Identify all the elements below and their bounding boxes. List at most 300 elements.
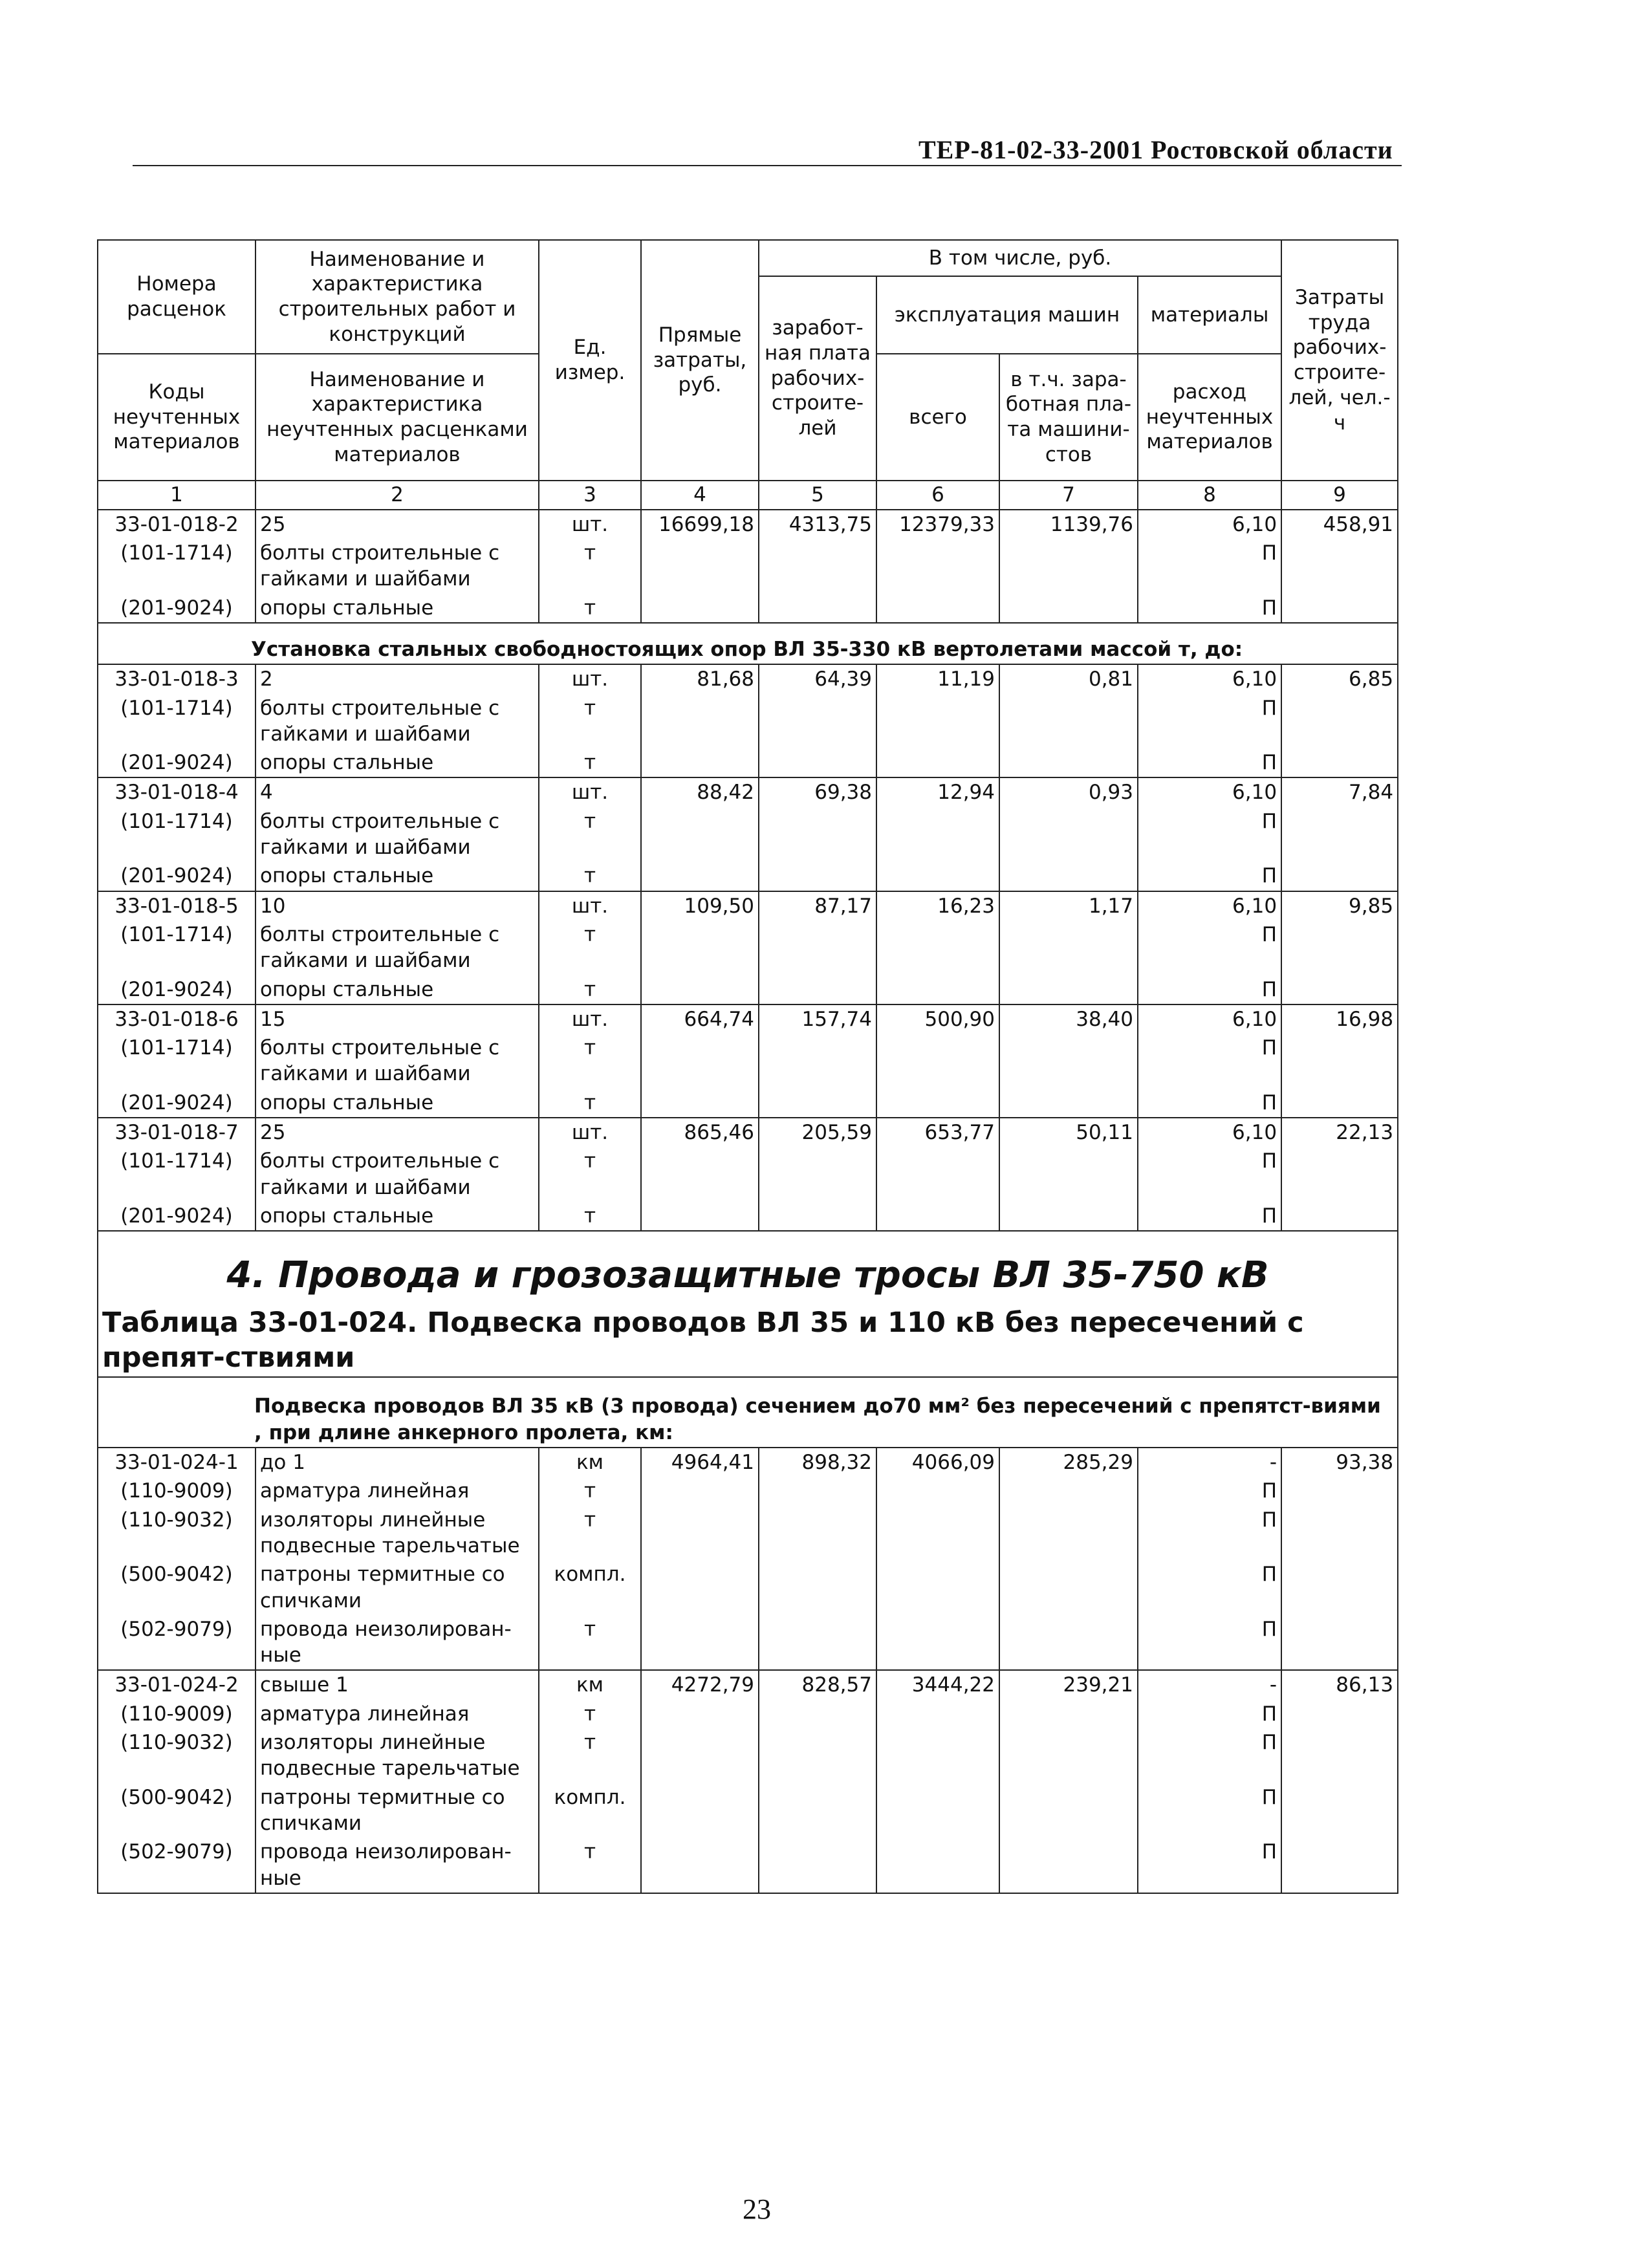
page-number: 23 <box>743 2193 771 2225</box>
row-wage <box>759 1615 876 1671</box>
rate-row <box>98 1004 1398 1034</box>
column-number: 1 <box>98 481 255 510</box>
row-machines-total <box>876 1728 999 1783</box>
material-row <box>98 1728 1398 1783</box>
material-row <box>98 1783 1398 1838</box>
row-labor-costs <box>1281 1202 1398 1231</box>
row-machinist-wage <box>999 1560 1138 1615</box>
row-direct-costs: 88,42 <box>641 777 759 807</box>
row-wage <box>759 807 876 862</box>
header-labor-costs: Затраты труда рабочих-строите-лей, чел.-ч <box>1281 240 1398 481</box>
row-code: (201-9024) <box>98 975 255 1004</box>
row-labor-costs <box>1281 1506 1398 1561</box>
row-direct-costs <box>641 1147 759 1202</box>
row-unit: т <box>539 1477 641 1505</box>
row-labor-costs <box>1281 1783 1398 1838</box>
row-name: провода неизолирован-ные <box>255 1838 539 1893</box>
row-wage <box>759 920 876 975</box>
row-wage <box>759 594 876 623</box>
row-code: 33-01-018-4 <box>98 777 255 807</box>
section-title-row <box>98 1231 1398 1377</box>
row-wage <box>759 748 876 777</box>
row-direct-costs <box>641 539 759 594</box>
row-unit: т <box>539 1700 641 1728</box>
row-direct-costs <box>641 975 759 1004</box>
row-direct-costs <box>641 1728 759 1783</box>
row-direct-costs <box>641 1838 759 1893</box>
header-codes: Номера расценок <box>98 240 255 354</box>
row-direct-costs <box>641 1034 759 1089</box>
rate-row <box>98 891 1398 920</box>
material-row <box>98 1506 1398 1561</box>
row-wage <box>759 539 876 594</box>
header-machines: эксплуатация машин <box>876 276 1138 354</box>
row-machinist-wage <box>999 975 1138 1004</box>
row-machines-total: 12,94 <box>876 777 999 807</box>
row-code: (101-1714) <box>98 920 255 975</box>
row-name: болты строительные с гайками и шайбами <box>255 694 539 749</box>
row-material-usage: П <box>1138 1147 1281 1202</box>
row-machinist-wage <box>999 1477 1138 1505</box>
row-labor-costs <box>1281 1560 1398 1615</box>
row-labor-costs <box>1281 1615 1398 1671</box>
rate-row <box>98 664 1398 693</box>
row-wage <box>759 862 876 891</box>
row-direct-costs: 4272,79 <box>641 1670 759 1699</box>
row-material-usage: П <box>1138 1700 1281 1728</box>
row-labor-costs <box>1281 807 1398 862</box>
row-material-usage: П <box>1138 920 1281 975</box>
row-direct-costs <box>641 1615 759 1671</box>
row-name: болты строительные с гайками и шайбами <box>255 539 539 594</box>
row-direct-costs: 4964,41 <box>641 1448 759 1477</box>
row-code: 33-01-018-5 <box>98 891 255 920</box>
header-direct-costs: Прямые затраты, руб. <box>641 240 759 481</box>
row-wage: 64,39 <box>759 664 876 693</box>
column-number: 2 <box>255 481 539 510</box>
row-material-usage: - <box>1138 1670 1281 1699</box>
row-code: (101-1714) <box>98 694 255 749</box>
header-machines-total: всего <box>876 354 999 481</box>
rate-row <box>98 1670 1398 1699</box>
row-machinist-wage <box>999 1202 1138 1231</box>
row-machinist-wage <box>999 1506 1138 1561</box>
row-code: (500-9042) <box>98 1560 255 1615</box>
row-labor-costs <box>1281 694 1398 749</box>
material-row <box>98 594 1398 623</box>
row-labor-costs: 22,13 <box>1281 1118 1398 1147</box>
rate-row <box>98 1118 1398 1147</box>
header-work-name: Наименование и характеристика строительных работ и конструкций <box>255 240 539 354</box>
row-machines-total: 3444,22 <box>876 1670 999 1699</box>
row-machines-total <box>876 1089 999 1118</box>
row-unit: т <box>539 807 641 862</box>
row-direct-costs <box>641 1700 759 1728</box>
row-name: опоры стальные <box>255 748 539 777</box>
material-row <box>98 1147 1398 1202</box>
row-material-usage: П <box>1138 975 1281 1004</box>
header-material-name: Наименование и характеристика неучтенных расценками материалов <box>255 354 539 481</box>
row-wage <box>759 1034 876 1089</box>
row-direct-costs <box>641 694 759 749</box>
row-machinist-wage: 0,93 <box>999 777 1138 807</box>
row-unit: т <box>539 748 641 777</box>
row-material-usage: П <box>1138 1089 1281 1118</box>
row-unit: т <box>539 1838 641 1893</box>
row-wage <box>759 1700 876 1728</box>
row-machines-total <box>876 1838 999 1893</box>
row-wage <box>759 1506 876 1561</box>
row-unit: т <box>539 694 641 749</box>
row-name: арматура линейная <box>255 1700 539 1728</box>
group-title: Установка стальных свободностоящих опор ВЛ 35-330 кВ вертолетами массой т, до: <box>251 637 1243 661</box>
row-machinist-wage: 1139,76 <box>999 510 1138 539</box>
row-wage <box>759 1147 876 1202</box>
row-labor-costs <box>1281 1089 1398 1118</box>
row-name: 25 <box>255 1118 539 1147</box>
row-machines-total: 500,90 <box>876 1004 999 1034</box>
row-material-usage: П <box>1138 539 1281 594</box>
row-machines-total: 4066,09 <box>876 1448 999 1477</box>
row-wage <box>759 694 876 749</box>
row-labor-costs: 6,85 <box>1281 664 1398 693</box>
row-wage: 828,57 <box>759 1670 876 1699</box>
column-number: 3 <box>539 481 641 510</box>
row-machines-total <box>876 1034 999 1089</box>
row-material-usage: - <box>1138 1448 1281 1477</box>
row-code: (101-1714) <box>98 1034 255 1089</box>
row-code: (101-1714) <box>98 1147 255 1202</box>
column-number: 4 <box>641 481 759 510</box>
row-machines-total <box>876 539 999 594</box>
row-machines-total <box>876 594 999 623</box>
row-name: патроны термитные со спичками <box>255 1560 539 1615</box>
row-machinist-wage: 285,29 <box>999 1448 1138 1477</box>
material-row <box>98 539 1398 594</box>
row-unit: км <box>539 1448 641 1477</box>
row-labor-costs <box>1281 920 1398 975</box>
row-unit: шт. <box>539 510 641 539</box>
group-title-row <box>98 623 1398 664</box>
row-code: (101-1714) <box>98 539 255 594</box>
row-machines-total <box>876 1615 999 1671</box>
row-code: (500-9042) <box>98 1783 255 1838</box>
row-machinist-wage <box>999 1838 1138 1893</box>
row-material-usage: П <box>1138 594 1281 623</box>
row-unit: шт. <box>539 1004 641 1034</box>
row-direct-costs <box>641 594 759 623</box>
row-name: болты строительные с гайками и шайбами <box>255 807 539 862</box>
material-row <box>98 975 1398 1004</box>
row-material-usage: П <box>1138 1477 1281 1505</box>
row-unit: т <box>539 594 641 623</box>
row-machinist-wage <box>999 748 1138 777</box>
row-name: изоляторы линейные подвесные тарельчатые <box>255 1506 539 1561</box>
row-material-usage: 6,10 <box>1138 664 1281 693</box>
row-unit: т <box>539 1147 641 1202</box>
row-code: (201-9024) <box>98 862 255 891</box>
row-name: опоры стальные <box>255 594 539 623</box>
row-name: изоляторы линейные подвесные тарельчатые <box>255 1728 539 1783</box>
material-row <box>98 1560 1398 1615</box>
price-table <box>97 239 1398 1894</box>
row-material-usage: П <box>1138 807 1281 862</box>
row-labor-costs <box>1281 539 1398 594</box>
row-labor-costs <box>1281 1034 1398 1089</box>
row-wage: 87,17 <box>759 891 876 920</box>
row-code: (110-9009) <box>98 1477 255 1505</box>
row-material-usage: 6,10 <box>1138 510 1281 539</box>
row-direct-costs <box>641 1783 759 1838</box>
row-unit: шт. <box>539 664 641 693</box>
row-labor-costs <box>1281 1147 1398 1202</box>
material-row <box>98 1477 1398 1505</box>
row-machines-total <box>876 1202 999 1231</box>
column-number: 7 <box>999 481 1138 510</box>
row-machinist-wage <box>999 807 1138 862</box>
row-unit: т <box>539 1506 641 1561</box>
row-unit: шт. <box>539 1118 641 1147</box>
row-material-usage: П <box>1138 694 1281 749</box>
row-code: 33-01-018-7 <box>98 1118 255 1147</box>
row-machinist-wage: 1,17 <box>999 891 1138 920</box>
row-wage: 157,74 <box>759 1004 876 1034</box>
row-name: свыше 1 <box>255 1670 539 1699</box>
material-row <box>98 862 1398 891</box>
row-machines-total <box>876 1147 999 1202</box>
row-unit: компл. <box>539 1560 641 1615</box>
row-machines-total <box>876 920 999 975</box>
row-material-usage: П <box>1138 1783 1281 1838</box>
row-labor-costs <box>1281 748 1398 777</box>
row-name: болты строительные с гайками и шайбами <box>255 1034 539 1089</box>
header-material-codes: Коды неучтенных материалов <box>98 354 255 481</box>
row-code: 33-01-024-1 <box>98 1448 255 1477</box>
row-labor-costs: 458,91 <box>1281 510 1398 539</box>
row-machines-total: 16,23 <box>876 891 999 920</box>
row-machinist-wage <box>999 862 1138 891</box>
row-machines-total: 653,77 <box>876 1118 999 1147</box>
row-direct-costs <box>641 862 759 891</box>
row-machines-total <box>876 862 999 891</box>
row-labor-costs: 93,38 <box>1281 1448 1398 1477</box>
row-unit: т <box>539 1202 641 1231</box>
row-code: 33-01-018-6 <box>98 1004 255 1034</box>
row-name: опоры стальные <box>255 975 539 1004</box>
row-material-usage: П <box>1138 1202 1281 1231</box>
row-labor-costs: 16,98 <box>1281 1004 1398 1034</box>
column-number: 5 <box>759 481 876 510</box>
row-machines-total <box>876 1560 999 1615</box>
row-unit: шт. <box>539 777 641 807</box>
row-material-usage: 6,10 <box>1138 1004 1281 1034</box>
row-machinist-wage: 239,21 <box>999 1670 1138 1699</box>
group-title-row <box>98 1377 1398 1448</box>
row-direct-costs <box>641 1089 759 1118</box>
row-machinist-wage <box>999 1783 1138 1838</box>
row-labor-costs <box>1281 1700 1398 1728</box>
material-row <box>98 1034 1398 1089</box>
row-material-usage: П <box>1138 1560 1281 1615</box>
row-unit: т <box>539 539 641 594</box>
row-unit: км <box>539 1670 641 1699</box>
material-row <box>98 694 1398 749</box>
row-material-usage: П <box>1138 748 1281 777</box>
row-machinist-wage <box>999 1700 1138 1728</box>
row-material-usage: П <box>1138 1615 1281 1671</box>
header-material-usage: расход неучтенных материалов <box>1138 354 1281 481</box>
row-machinist-wage: 0,81 <box>999 664 1138 693</box>
row-machinist-wage <box>999 1034 1138 1089</box>
row-name: 4 <box>255 777 539 807</box>
row-direct-costs: 664,74 <box>641 1004 759 1034</box>
row-direct-costs <box>641 1477 759 1505</box>
header-wage: заработ-ная плата рабочих-строите-лей <box>759 276 876 481</box>
row-material-usage: 6,10 <box>1138 891 1281 920</box>
header-rule <box>133 165 1402 166</box>
row-wage <box>759 1560 876 1615</box>
header-including: В том числе, руб. <box>759 240 1281 276</box>
row-code: (110-9032) <box>98 1728 255 1783</box>
row-labor-costs: 86,13 <box>1281 1670 1398 1699</box>
row-machines-total: 12379,33 <box>876 510 999 539</box>
row-labor-costs <box>1281 1838 1398 1893</box>
material-row <box>98 1838 1398 1893</box>
row-wage <box>759 1838 876 1893</box>
row-unit: т <box>539 920 641 975</box>
row-wage <box>759 1783 876 1838</box>
row-unit: т <box>539 1089 641 1118</box>
header-materials: материалы <box>1138 276 1281 354</box>
row-machinist-wage <box>999 594 1138 623</box>
material-row <box>98 1202 1398 1231</box>
row-machines-total <box>876 1783 999 1838</box>
row-name: болты строительные с гайками и шайбами <box>255 1147 539 1202</box>
table-title: Таблица 33-01-024. Подвеска проводов ВЛ 35 и 110 кВ без пересечений с препят-ствиями <box>102 1306 1304 1374</box>
row-wage <box>759 1089 876 1118</box>
row-material-usage: П <box>1138 1838 1281 1893</box>
material-row <box>98 920 1398 975</box>
material-row <box>98 1089 1398 1118</box>
row-machinist-wage <box>999 1089 1138 1118</box>
row-machinist-wage <box>999 1615 1138 1671</box>
row-code: (201-9024) <box>98 1089 255 1118</box>
row-code: (110-9032) <box>98 1506 255 1561</box>
section-title: 4. Провода и грозозащитные тросы ВЛ 35-750 кВ <box>226 1254 1269 1297</box>
header-machinist-wage: в т.ч. зара-ботная пла-та машини-стов <box>999 354 1138 481</box>
row-direct-costs <box>641 1560 759 1615</box>
row-wage: 898,32 <box>759 1448 876 1477</box>
row-machinist-wage <box>999 1147 1138 1202</box>
row-code: (201-9024) <box>98 748 255 777</box>
row-name: патроны термитные со спичками <box>255 1783 539 1838</box>
row-machinist-wage: 38,40 <box>999 1004 1138 1034</box>
material-row <box>98 1615 1398 1671</box>
row-material-usage: П <box>1138 1506 1281 1561</box>
row-name: 10 <box>255 891 539 920</box>
row-direct-costs: 865,46 <box>641 1118 759 1147</box>
column-number: 6 <box>876 481 999 510</box>
row-machinist-wage <box>999 920 1138 975</box>
row-unit: компл. <box>539 1783 641 1838</box>
row-machines-total <box>876 1700 999 1728</box>
row-wage: 69,38 <box>759 777 876 807</box>
rate-row <box>98 1448 1398 1477</box>
row-name: 25 <box>255 510 539 539</box>
row-name: болты строительные с гайками и шайбами <box>255 920 539 975</box>
row-code: 33-01-018-2 <box>98 510 255 539</box>
material-row <box>98 748 1398 777</box>
row-direct-costs: 81,68 <box>641 664 759 693</box>
row-direct-costs: 109,50 <box>641 891 759 920</box>
row-direct-costs: 16699,18 <box>641 510 759 539</box>
row-machines-total <box>876 807 999 862</box>
row-code: (110-9009) <box>98 1700 255 1728</box>
material-row <box>98 1700 1398 1728</box>
row-machines-total <box>876 975 999 1004</box>
row-machinist-wage <box>999 1728 1138 1783</box>
row-machinist-wage <box>999 694 1138 749</box>
row-wage <box>759 1728 876 1783</box>
row-machines-total <box>876 1477 999 1505</box>
row-code: (201-9024) <box>98 1202 255 1231</box>
row-code: (502-9079) <box>98 1615 255 1671</box>
row-wage <box>759 975 876 1004</box>
document-header-title: ТЕР-81-02-33-2001 Ростовской области <box>918 135 1393 164</box>
row-name: опоры стальные <box>255 1202 539 1231</box>
row-name: провода неизолирован-ные <box>255 1615 539 1671</box>
row-labor-costs <box>1281 975 1398 1004</box>
row-labor-costs: 7,84 <box>1281 777 1398 807</box>
row-unit: т <box>539 1034 641 1089</box>
row-labor-costs <box>1281 1728 1398 1783</box>
row-name: опоры стальные <box>255 862 539 891</box>
row-code: (101-1714) <box>98 807 255 862</box>
row-unit: т <box>539 1615 641 1671</box>
row-unit: т <box>539 1728 641 1783</box>
row-code: 33-01-018-3 <box>98 664 255 693</box>
row-machinist-wage <box>999 539 1138 594</box>
row-machines-total <box>876 1506 999 1561</box>
row-labor-costs: 9,85 <box>1281 891 1398 920</box>
row-unit: шт. <box>539 891 641 920</box>
row-name: арматура линейная <box>255 1477 539 1505</box>
group-title: Подвеска проводов ВЛ 35 кВ (3 провода) сечением до70 мм² без пересечений с препятст-виями , при длине анкерного пролета, км: <box>254 1395 1381 1444</box>
column-number: 9 <box>1281 481 1398 510</box>
row-wage <box>759 1477 876 1505</box>
row-unit: т <box>539 862 641 891</box>
row-name: опоры стальные <box>255 1089 539 1118</box>
row-wage: 4313,75 <box>759 510 876 539</box>
row-material-usage: П <box>1138 1728 1281 1783</box>
column-numbers-row <box>98 481 1398 510</box>
rate-row <box>98 510 1398 539</box>
row-material-usage: П <box>1138 862 1281 891</box>
rate-row <box>98 777 1398 807</box>
row-labor-costs <box>1281 862 1398 891</box>
header-unit: Ед. измер. <box>539 240 641 481</box>
row-machines-total: 11,19 <box>876 664 999 693</box>
row-wage <box>759 1202 876 1231</box>
row-code: (201-9024) <box>98 594 255 623</box>
row-name: до 1 <box>255 1448 539 1477</box>
row-wage: 205,59 <box>759 1118 876 1147</box>
row-material-usage: 6,10 <box>1138 777 1281 807</box>
row-unit: т <box>539 975 641 1004</box>
row-direct-costs <box>641 1506 759 1561</box>
row-code: (502-9079) <box>98 1838 255 1893</box>
row-material-usage: П <box>1138 1034 1281 1089</box>
